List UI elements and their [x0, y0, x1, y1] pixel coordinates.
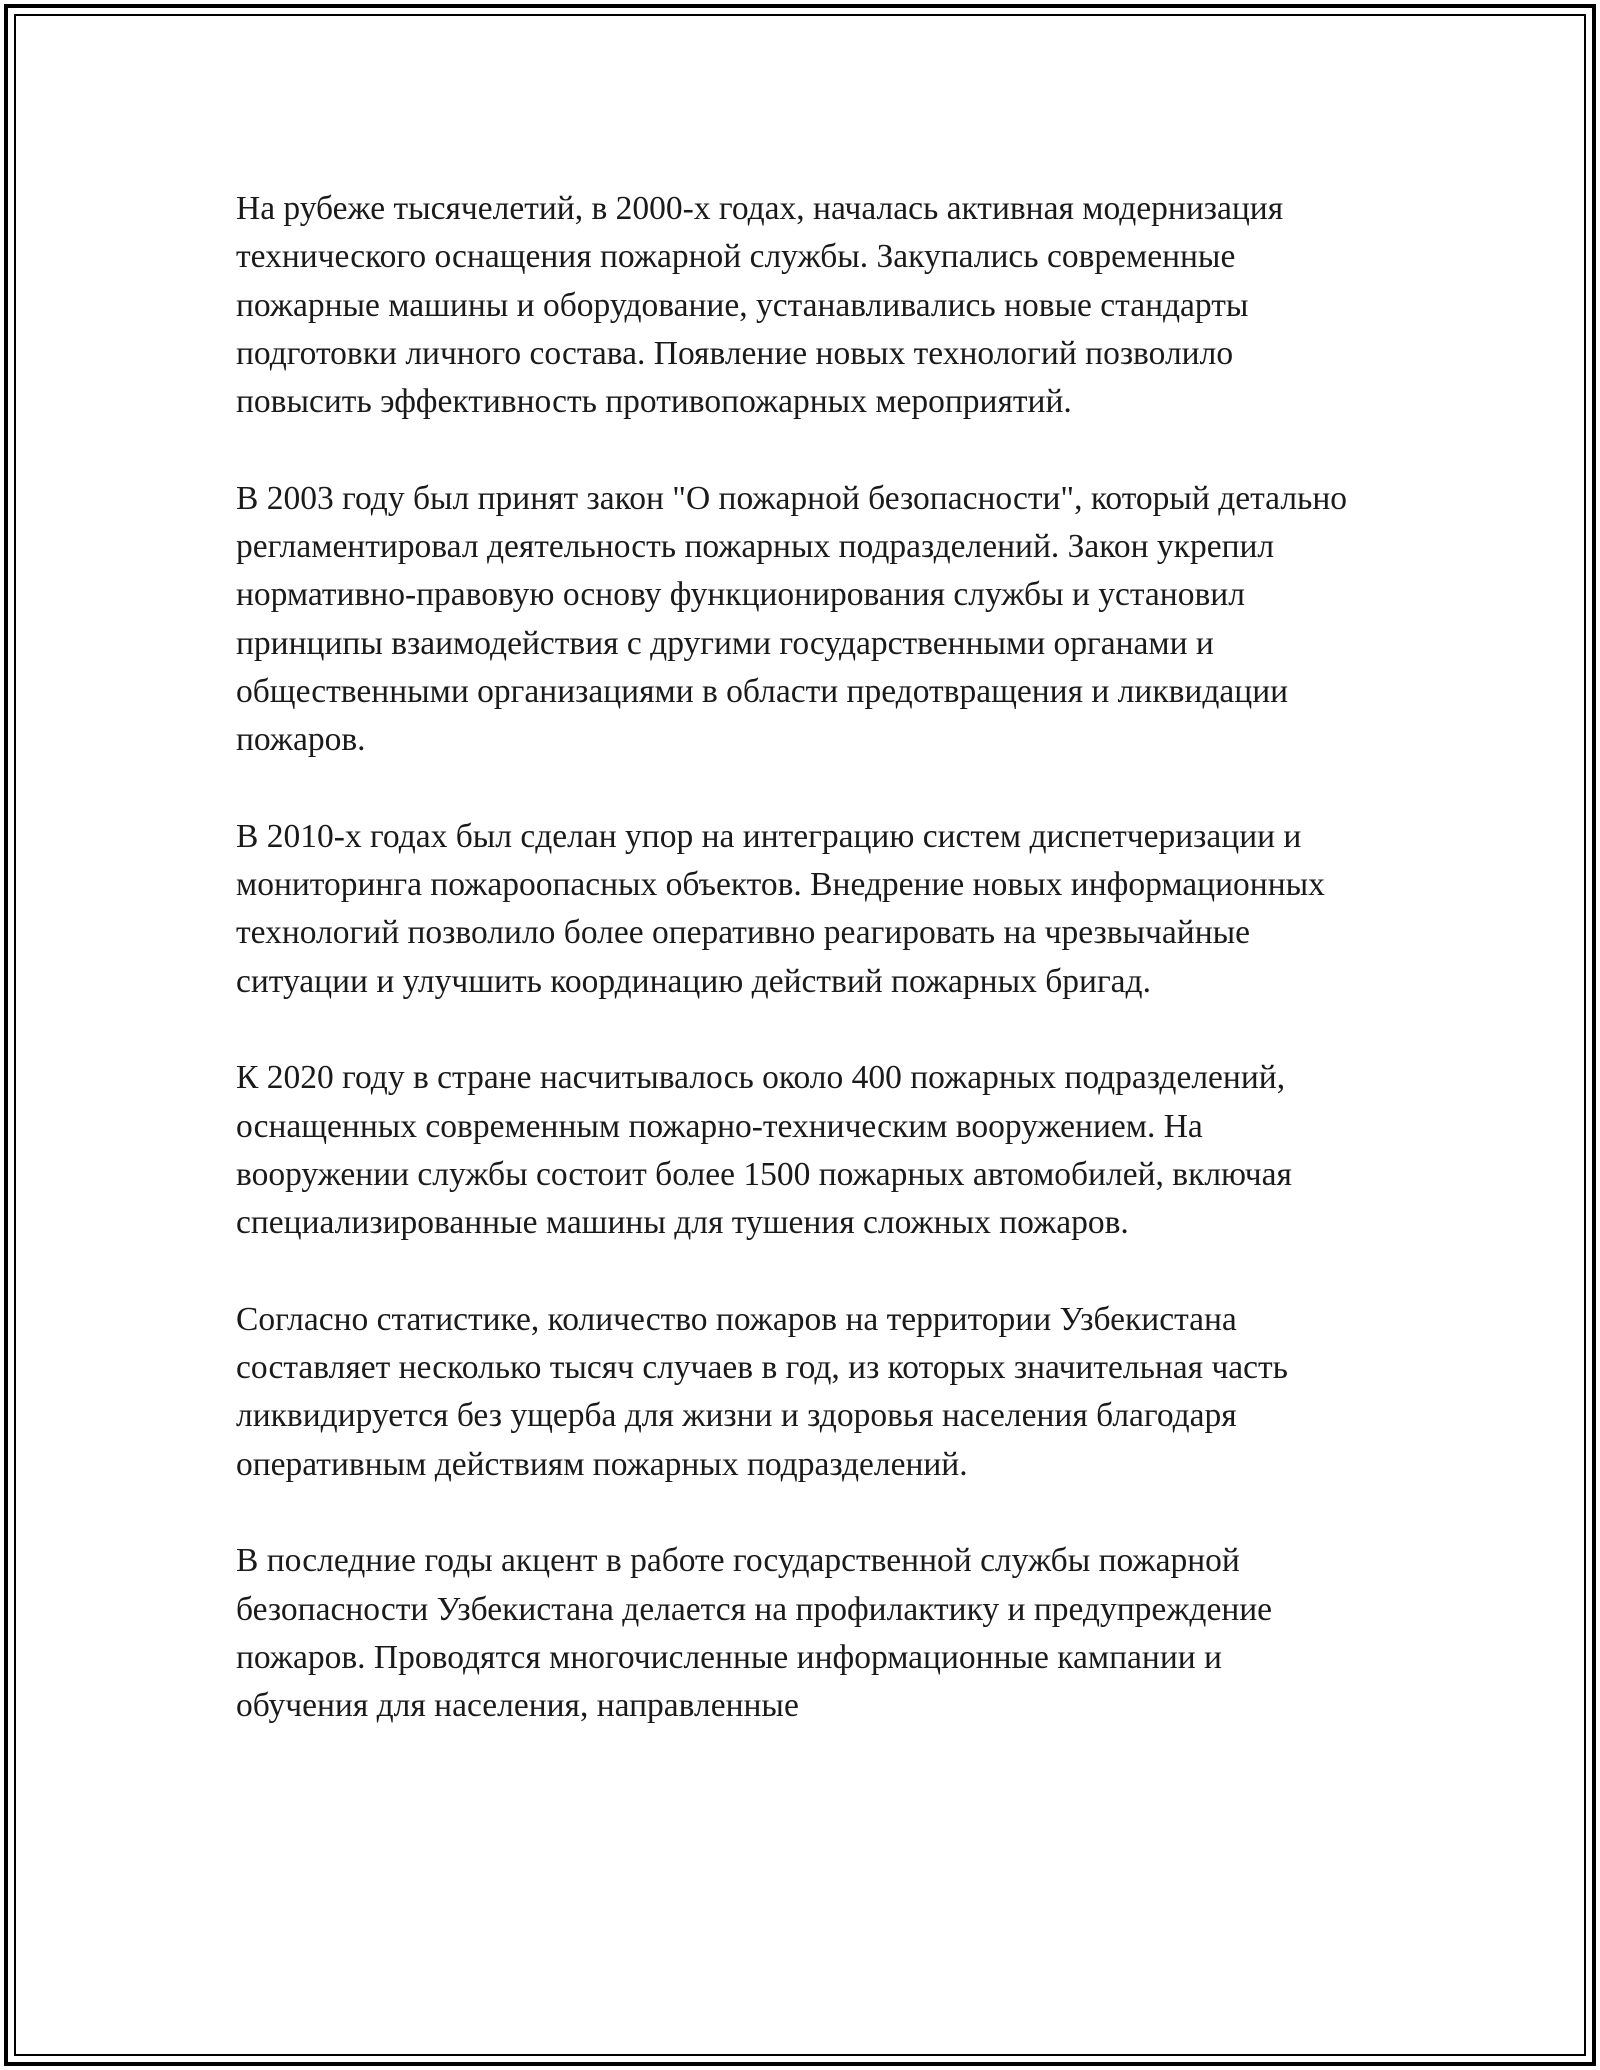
- paragraph-law-2003: В 2003 году был принят закон "О пожарной безопасности", который детально регламентировал деятельность пожарных подразделений. Закон укрепил нормативно-правовую основу функционирования службы и установил принципы взаимодействия с другими государственными органами и общественными организациями в области предотвращения и ликвидации пожаров.: [236, 479, 1348, 759]
- paragraph-units-2020: К 2020 году в стране насчитывалось около 400 пожарных подразделений, оснащенных современным пожарно-техническим вооружением. На вооружении службы состоит более 1500 пожарных автомобилей, включая специализированные машины для тушения сложных пожаров.: [236, 1059, 1292, 1242]
- paragraph-integration-2010s: В 2010-х годах был сделан упор на интеграцию систем диспетчеризации и мониторинга пожароопасных объектов. Внедрение новых информационных технологий позволило более оперативно реагировать на чрезвычайные ситуации и улучшить координацию действий пожарных бригад.: [236, 817, 1325, 1000]
- paragraph-prevention: В последние годы акцент в работе государственной службы пожарной безопасности Узбекистана делается на профилактику и предупреждение пожаров. Проводятся многочисленные информационные кампании и обучения для населения, направленные: [236, 1542, 1273, 1725]
- paragraph-statistics: Согласно статистике, количество пожаров на территории Узбекистана составляет несколько тысяч случаев в год, из которых значительная часть ликвидируется без ущерба для жизни и здоровья населения благодаря оперативным действиям пожарных подразделений.: [236, 1300, 1288, 1483]
- paragraph-modernization-2000s: На рубеже тысячелетий, в 2000-х годах, началась активная модернизация технического оснащения пожарной службы. Закупались современные пожарные машины и оборудование, устанавливались новые стандарты подготовки личного состава. Появление новых технологий позволило повысить эффективность противопожарных мероприятий.: [236, 190, 1284, 421]
- document-body: [236, 185, 1356, 1779]
